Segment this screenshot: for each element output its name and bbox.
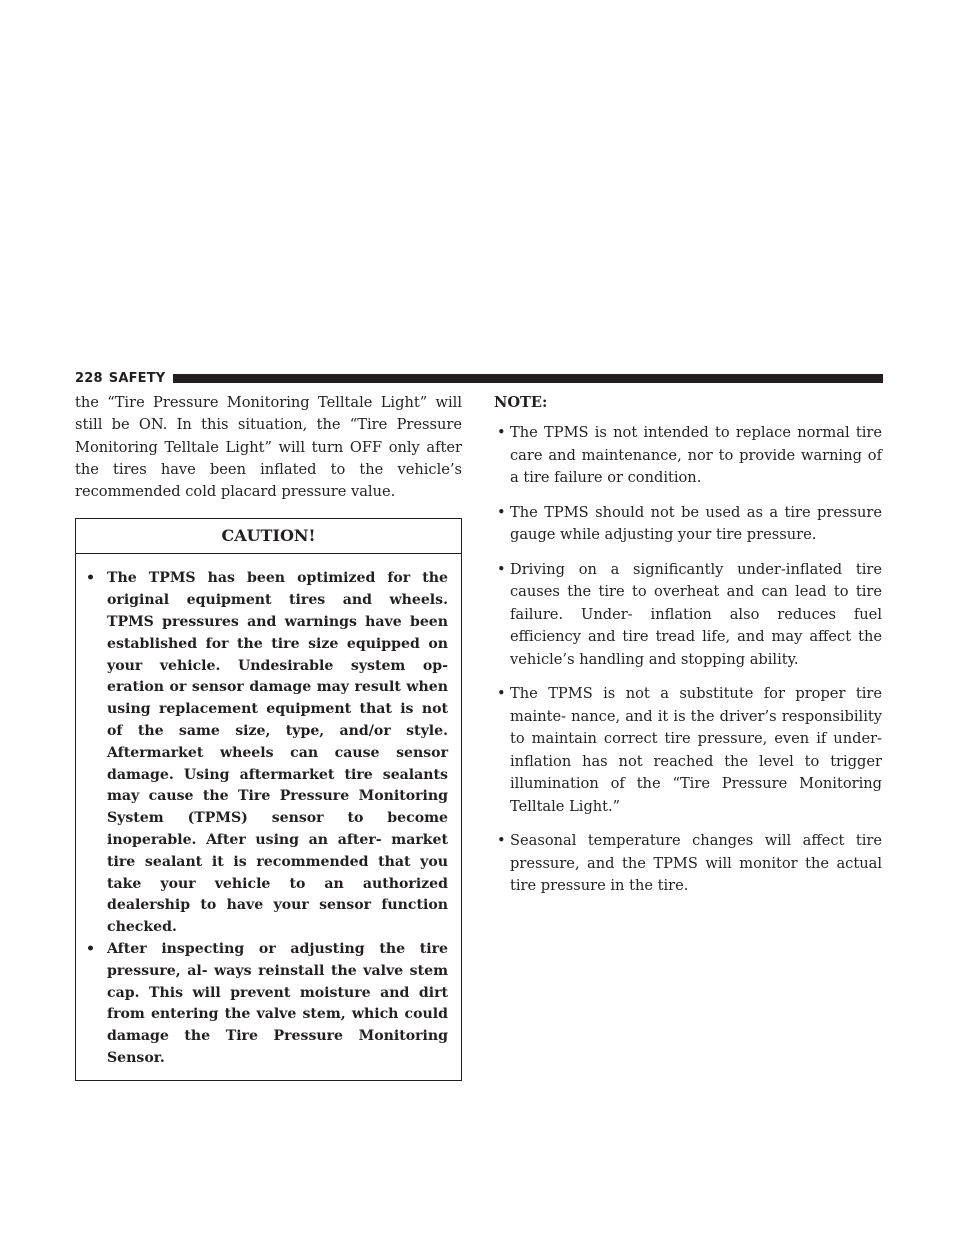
- caution-item-text: The TPMS has been optimized for the original equipment tires and wheels. TPMS pressures and warnings have been established for the tire size equipped on your vehicle. Undesirable system op- eration or sensor damage may result when using replacement equipment that is not of the same size, type, and/or style. Aftermarket wheels can cause sensor damage. Using aftermarket tire sealants may cause the Tire Pressure Monitoring System (TPMS) sensor to become inoperable. After using an after- market tire sealant it is recommended that you take your vehicle to an authorized dealership to have your sensor function checked.: [107, 570, 448, 936]
- note-item: [494, 559, 882, 672]
- note-item: [494, 683, 882, 818]
- page-number: 228: [75, 370, 103, 386]
- intro-paragraph: the “Tire Pressure Monitoring Telltale Light” will still be ON. In this situation, the “Tire Pressure Monitoring Telltale Light” will turn OFF only after the tires have been inflated to the vehicle’s recommended cold placard pressure value.: [75, 394, 462, 501]
- note-item-text: The TPMS is not a substitute for proper tire mainte- nance, and it is the driver’s responsibility to maintain correct tire pressure, even if under-inflation has not reached the level to trigger illumination of the “Tire Pressure Monitoring Telltale Light.”: [510, 685, 882, 815]
- bullet-icon: •: [497, 503, 506, 521]
- bullet-icon: •: [497, 424, 506, 441]
- header-rule: [173, 374, 883, 383]
- right-column: [494, 392, 882, 910]
- caution-list: [76, 554, 461, 1079]
- note-item: [494, 830, 882, 898]
- bullet-icon: •: [497, 560, 506, 578]
- note-list: [494, 422, 882, 898]
- bullet-icon: •: [86, 570, 96, 587]
- note-item-text: The TPMS should not be used as a tire pressure gauge while adjusting your tire pressure.: [510, 503, 882, 543]
- note-item-text: Driving on a significantly under-inflated tire causes the tire to overheat and can lead to tire failure. Under- inflation also reduces fuel efficiency and tire tread life, and may affect the vehicle’s handling and stopping ability.: [510, 560, 882, 668]
- note-item: [494, 502, 882, 547]
- caution-item: [84, 568, 448, 939]
- caution-item-text: After inspecting or adjusting the tire pressure, al- ways reinstall the valve stem cap. This will prevent moisture and dirt from entering the valve stem, which could damage the Tire Pressure Monitoring Sensor.: [107, 941, 448, 1067]
- caution-box: [75, 518, 462, 1080]
- page-header: [75, 368, 883, 388]
- note-item-text: Seasonal temperature changes will affect tire pressure, and the TPMS will monitor the actual tire pressure in the tire.: [510, 832, 882, 894]
- caution-item: [84, 939, 448, 1070]
- left-column: [75, 392, 462, 1081]
- section-title: SAFETY: [108, 370, 166, 386]
- bullet-icon: •: [86, 941, 96, 958]
- bullet-icon: •: [497, 832, 506, 849]
- note-item-text: The TPMS is not intended to replace normal tire care and maintenance, nor to provide warning of a tire failure or condition.: [510, 424, 882, 486]
- note-item: [494, 422, 882, 490]
- bullet-icon: •: [497, 685, 506, 702]
- caution-title: CAUTION!: [76, 519, 461, 554]
- note-label: NOTE:: [494, 394, 548, 411]
